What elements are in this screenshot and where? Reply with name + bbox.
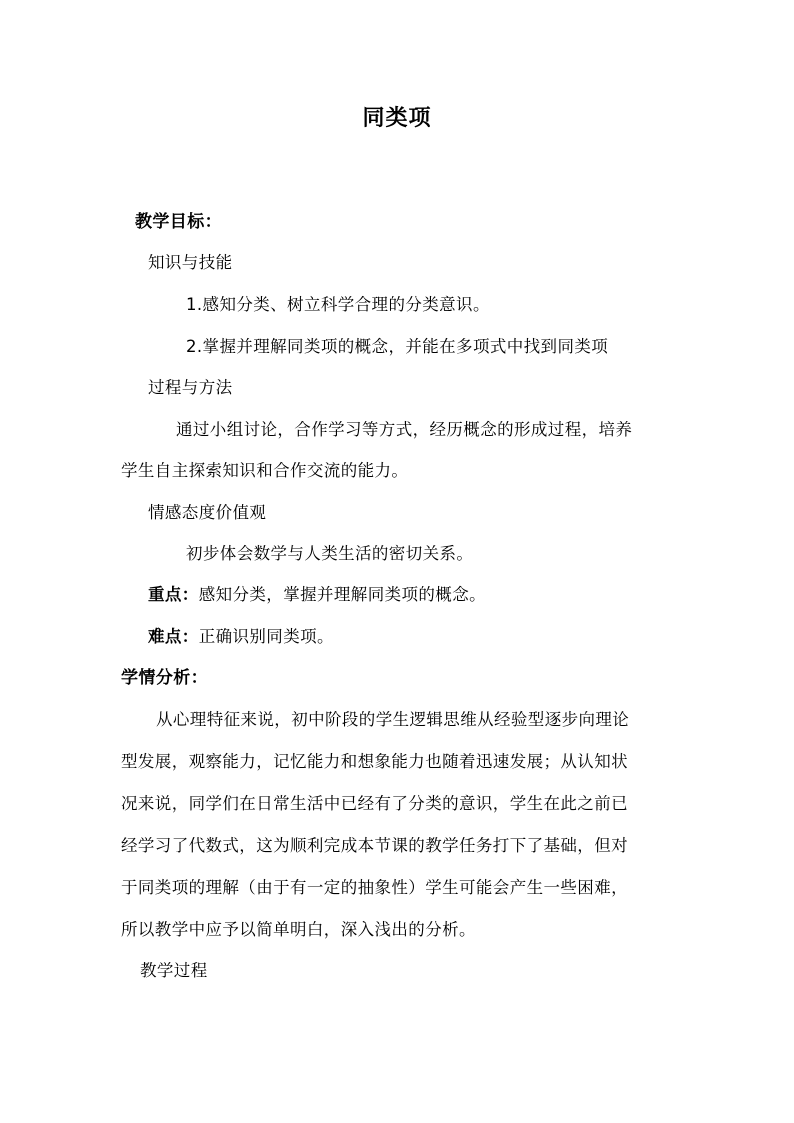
- teaching-process-heading: 教学过程: [140, 961, 208, 980]
- analysis-line-3: 况来说，同学们在日常生活中已经有了分类的意识，学生在此之前已: [121, 794, 628, 813]
- key-point-label: 重点：: [148, 585, 199, 604]
- difficulty-text: 正确识别同类项。: [198, 627, 334, 646]
- knowledge-item-1: 1.感知分类、树立科学合理的分类意识。: [186, 295, 490, 314]
- knowledge-item-2: 2.掌握并理解同类项的概念，并能在多项式中找到同类项: [186, 337, 609, 356]
- key-point-row: [148, 584, 486, 606]
- process-text-line-1: 通过小组讨论，合作学习等方式，经历概念的形成过程，培养: [176, 420, 633, 439]
- emotion-text: 初步体会数学与人类生活的密切关系。: [186, 544, 474, 563]
- document-title: 同类项: [362, 106, 432, 131]
- objectives-heading: 教学目标：: [135, 212, 222, 232]
- key-point-text: 感知分类，掌握并理解同类项的概念。: [198, 585, 487, 604]
- analysis-heading: 学情分析：: [121, 668, 208, 688]
- process-heading: 过程与方法: [148, 378, 233, 397]
- difficulty-row: [148, 626, 334, 648]
- difficulty-label: 难点：: [148, 627, 199, 646]
- process-text-line-2: 学生自主探索知识和合作交流的能力。: [121, 461, 409, 480]
- analysis-line-5: 于同类项的理解（由于有一定的抽象性）学生可能会产生一些困难，: [121, 878, 628, 897]
- analysis-line-1: 从心理特征来说，初中阶段的学生逻辑思维从经验型逐步向理论: [156, 710, 630, 729]
- emotion-heading: 情感态度价值观: [148, 503, 267, 522]
- knowledge-heading: 知识与技能: [148, 253, 233, 272]
- analysis-line-6: 所以教学中应予以简单明白，深入浅出的分析。: [121, 920, 476, 939]
- analysis-line-2: 型发展，观察能力，记忆能力和想象能力也随着迅速发展；从认知状: [121, 752, 628, 771]
- analysis-line-4: 经学习了代数式，这为顺利完成本节课的教学任务打下了基础，但对: [121, 836, 628, 855]
